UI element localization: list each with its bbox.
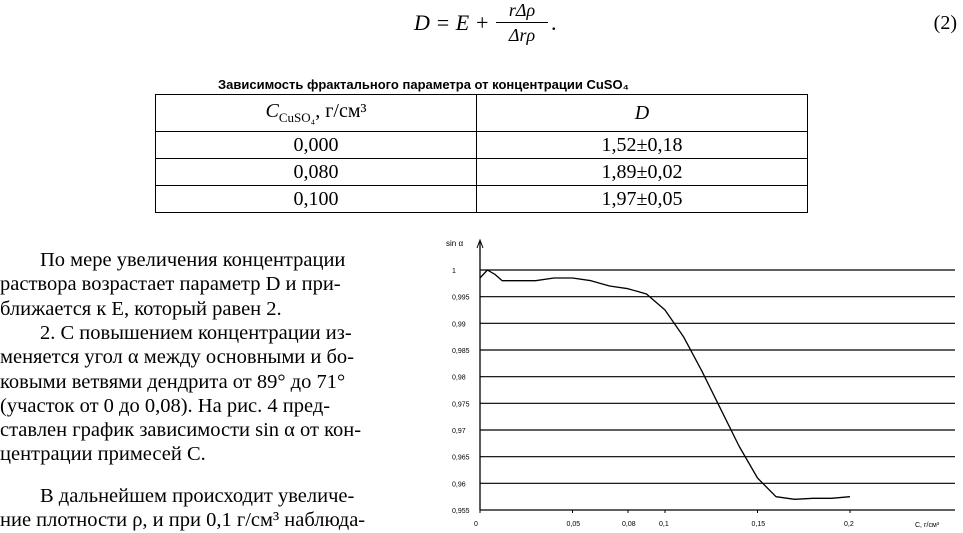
- header-symbol-d: D: [634, 101, 650, 124]
- formula-lhs: D = E +: [414, 10, 490, 35]
- y-tick-label: 0,975: [452, 401, 470, 409]
- table-cell-d: 1,97±0,05: [477, 186, 808, 213]
- equation-number: (2): [933, 12, 957, 34]
- x-tick-label: 0,1: [659, 521, 669, 528]
- header-symbol-c: C: [265, 100, 279, 122]
- y-axis-label: sin α: [446, 239, 464, 248]
- y-tick-label: 0,96: [452, 481, 466, 489]
- x-axis-label: C, г/см³: [915, 522, 940, 529]
- y-tick-label: 0,955: [452, 508, 470, 515]
- header-subscript: CuSO₄: [278, 110, 316, 125]
- series-line: [480, 270, 850, 499]
- x-tick-label: 0,08: [622, 521, 636, 528]
- text-line: ковыми ветвями дендрита от 89° до 71°: [0, 370, 346, 393]
- paragraph-3: [0, 484, 411, 533]
- table-cell-c: 0,000: [156, 132, 477, 159]
- formula: [414, 0, 594, 52]
- table-header-row: [156, 95, 808, 132]
- text-line: ние плотности ρ, и при 0,1 г/см³ наблюда-: [0, 509, 366, 532]
- text-line: По мере увеличения концентрации: [40, 249, 346, 271]
- table-cell-d: 1,52±0,18: [477, 132, 808, 159]
- y-tick-label: 0,965: [452, 454, 470, 462]
- y-tick-label: 0,99: [452, 321, 466, 329]
- sin-alpha-chart: [430, 234, 960, 532]
- y-tick-label: 0,985: [452, 348, 470, 355]
- text-line: меняется угол α между основными и бо-: [0, 346, 354, 369]
- text-line: раствора возрастает параметр D и при-: [0, 273, 341, 296]
- table-row: [156, 186, 808, 213]
- formula-numerator: rΔρ: [496, 0, 548, 23]
- text-line: центрации примесей C.: [0, 443, 206, 466]
- header-unit: , г/см³: [315, 100, 367, 122]
- formula-period: .: [551, 10, 557, 35]
- table-caption: Зависимость фрактального параметра от концентрации CuSO₄: [218, 77, 629, 92]
- text-line: В дальнейшем происходит увеличе-: [40, 485, 355, 507]
- formula-fraction: [496, 0, 548, 46]
- paragraph-1: [0, 248, 411, 321]
- table-row: [156, 159, 808, 186]
- y-tick-label: 1: [452, 268, 456, 275]
- text-line: (участок от 0 до 0,08). На рис. 4 пред-: [0, 394, 331, 417]
- formula-denominator: Δrρ: [508, 25, 536, 45]
- x-tick-label: 0,05: [566, 521, 581, 528]
- x-tick-label: 0,15: [751, 521, 766, 528]
- x-tick-label: 0: [474, 521, 478, 528]
- table-cell-c: 0,080: [156, 159, 477, 186]
- data-table: [155, 94, 808, 213]
- table-header-d: [477, 95, 808, 132]
- text-line: ближается к E, который равен 2.: [0, 297, 282, 320]
- y-tick-label: 0,98: [452, 374, 466, 382]
- text-line: ставлен график зависимости sin α от кон-: [0, 419, 362, 442]
- table-row: [156, 132, 808, 159]
- table-header-concentration: [156, 95, 477, 132]
- x-tick-label: 0,2: [844, 521, 854, 528]
- table-cell-c: 0,100: [156, 186, 477, 213]
- y-tick-label: 0,97: [452, 428, 466, 435]
- y-tick-label: 0,995: [452, 294, 470, 302]
- table-cell-d: 1,89±0,02: [477, 159, 808, 186]
- paragraph-2: [0, 321, 411, 467]
- text-line: 2. С повышением концентрации из-: [40, 322, 352, 344]
